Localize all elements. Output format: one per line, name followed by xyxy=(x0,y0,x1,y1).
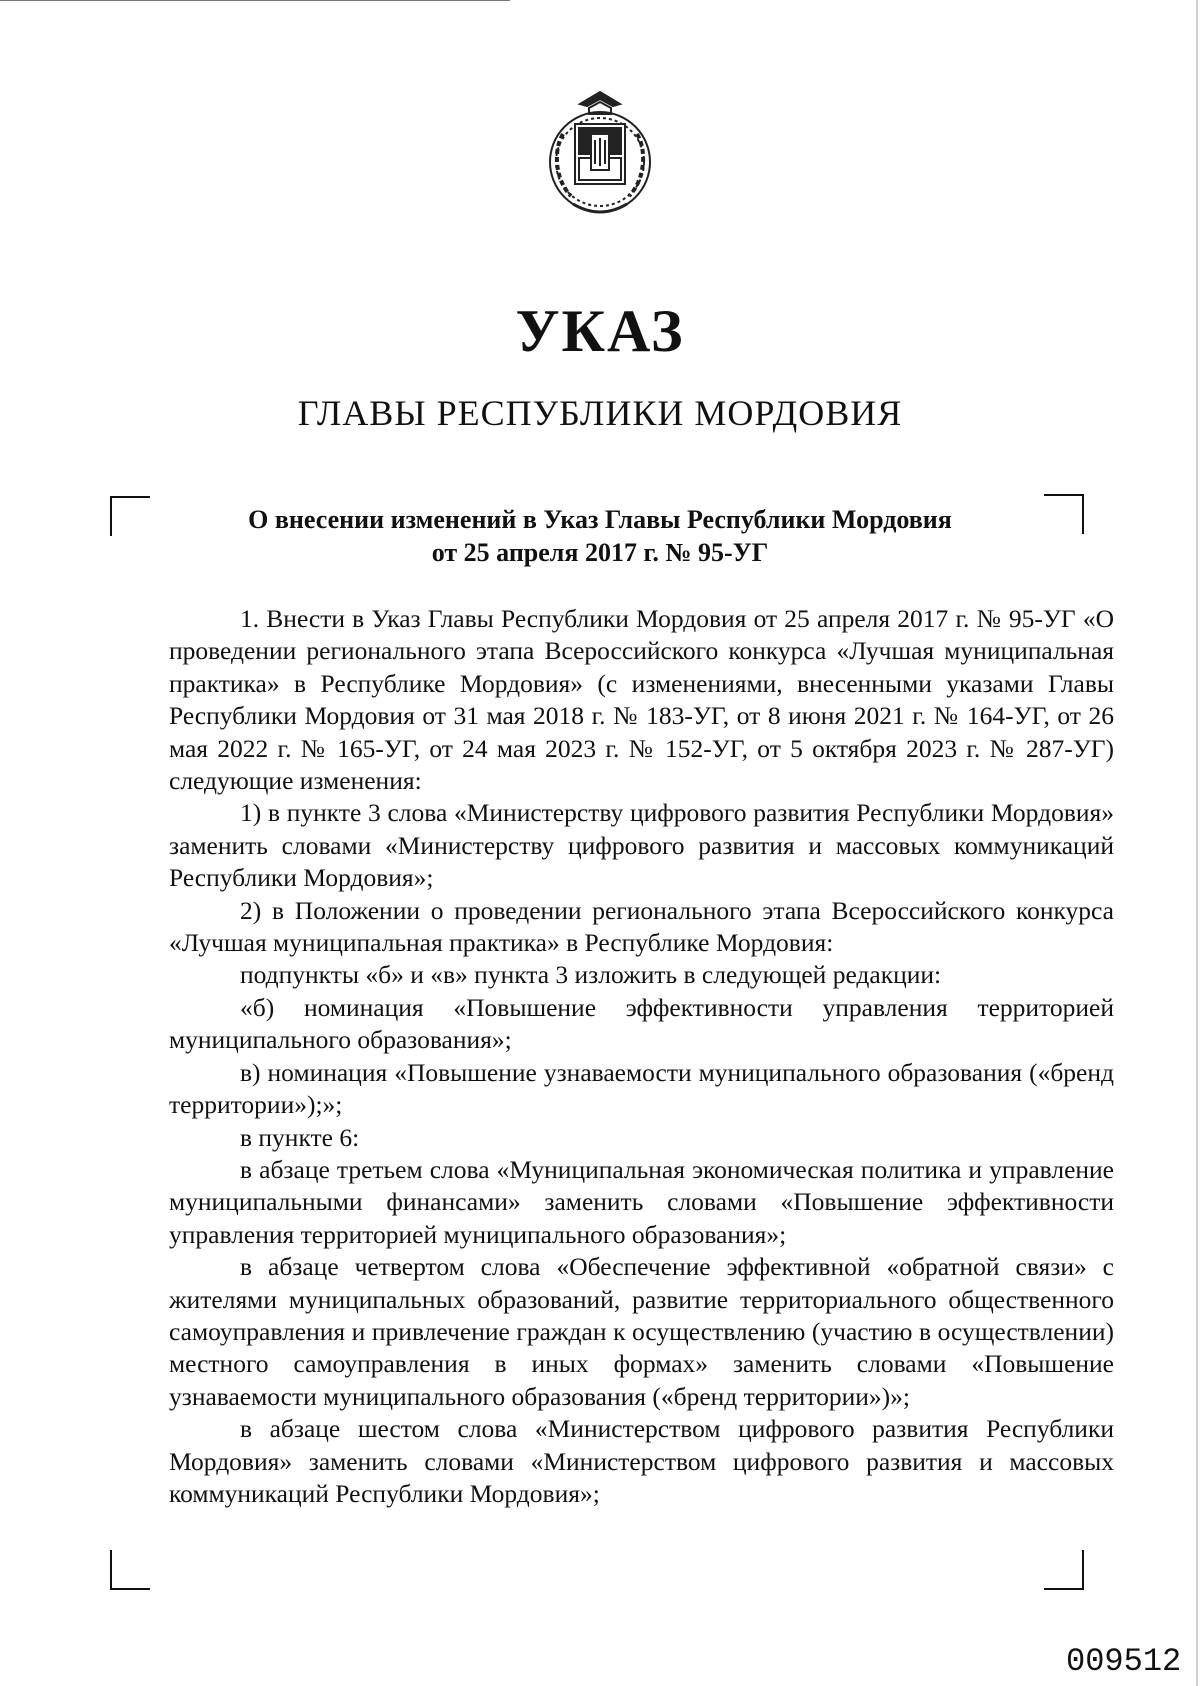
heading-line: от 25 апреля 2017 г. № 95-УГ xyxy=(431,538,769,567)
body-bracket-bottom-right xyxy=(1044,1550,1084,1590)
document-body xyxy=(169,603,1114,1510)
paragraph: 2) в Положении о проведении регионального этапа Всероссийского конкурса «Лучшая муниципальная практика» в Республике Мордовия: xyxy=(169,895,1114,958)
paragraph: в пункте 6: xyxy=(240,1122,360,1152)
paragraph: подпункты «б» и «в» пункта 3 изложить в следующей редакции: xyxy=(240,960,942,990)
heading-line: О внесении изменений в Указ Главы Республики Мордовия xyxy=(248,505,952,534)
page-title: УКАЗ xyxy=(515,298,685,364)
heading-bracket-top-left xyxy=(110,496,150,536)
scan-edge-right xyxy=(1196,0,1198,1686)
heading-bracket-top-right xyxy=(1044,494,1084,534)
page-number: 009512 xyxy=(1066,1643,1182,1680)
mordovia-coat-of-arms-icon xyxy=(533,88,667,222)
paragraph: 1. Внести в Указ Главы Республики Мордовия от 25 апреля 2017 г. № 95-УГ «О проведении регионального этапа Всероссийского конкурса «Лучшая муниципальная практика» в Республике Мордовия» (с изменениями, внесенными указами Главы Республики Мордовия от 31 мая 2018 г. № 183-УГ, от 8 июня 2021 г. № 164-УГ, от 26 мая 2022 г. № 165-УГ, от 24 мая 2023 г. № 152-УГ, от 5 октября 2023 г. № 287-УГ) следующие изменения: xyxy=(169,604,1114,796)
paragraph: в) номинация «Повышение узнаваемости муниципального образования («бренд территории»);»; xyxy=(169,1057,1114,1120)
paragraph: в абзаце четвертом слова «Обеспечение эффективной «обратной связи» с жителями муниципальных образований, развитие территориального общественного самоуправления и привлечение граждан к осуществлению (участию в осуществлении) местного самоуправления в иных формах» заменить словами «Повышение узнаваемости муниципального образования («бренд территории»)»; xyxy=(169,1252,1114,1411)
issuer-subtitle: ГЛАВЫ РЕСПУБЛИКИ МОРДОВИЯ xyxy=(297,393,903,433)
body-bracket-bottom-left xyxy=(110,1550,150,1590)
paragraph: «б) номинация «Повышение эффективности управления территорией муниципального образования»; xyxy=(169,992,1114,1055)
paragraph: 1) в пункте 3 слова «Министерству цифрового развития Республики Мордовия» заменить словами «Министерству цифрового развития и массовых коммуникаций Республики Мордовия»; xyxy=(169,798,1114,893)
scan-edge-top xyxy=(0,0,510,1)
document-heading xyxy=(180,503,1020,569)
paragraph: в абзаце шестом слова «Министерством цифрового развития Республики Мордовия» заменить словами «Министерством цифрового развития и массовых коммуникаций Республики Мордовия»; xyxy=(169,1414,1114,1508)
paragraph: в абзаце третьем слова «Муниципальная экономическая политика и управление муниципальными финансами» заменить словами «Повышение эффективности управления территорией муниципального образования»; xyxy=(169,1154,1114,1249)
